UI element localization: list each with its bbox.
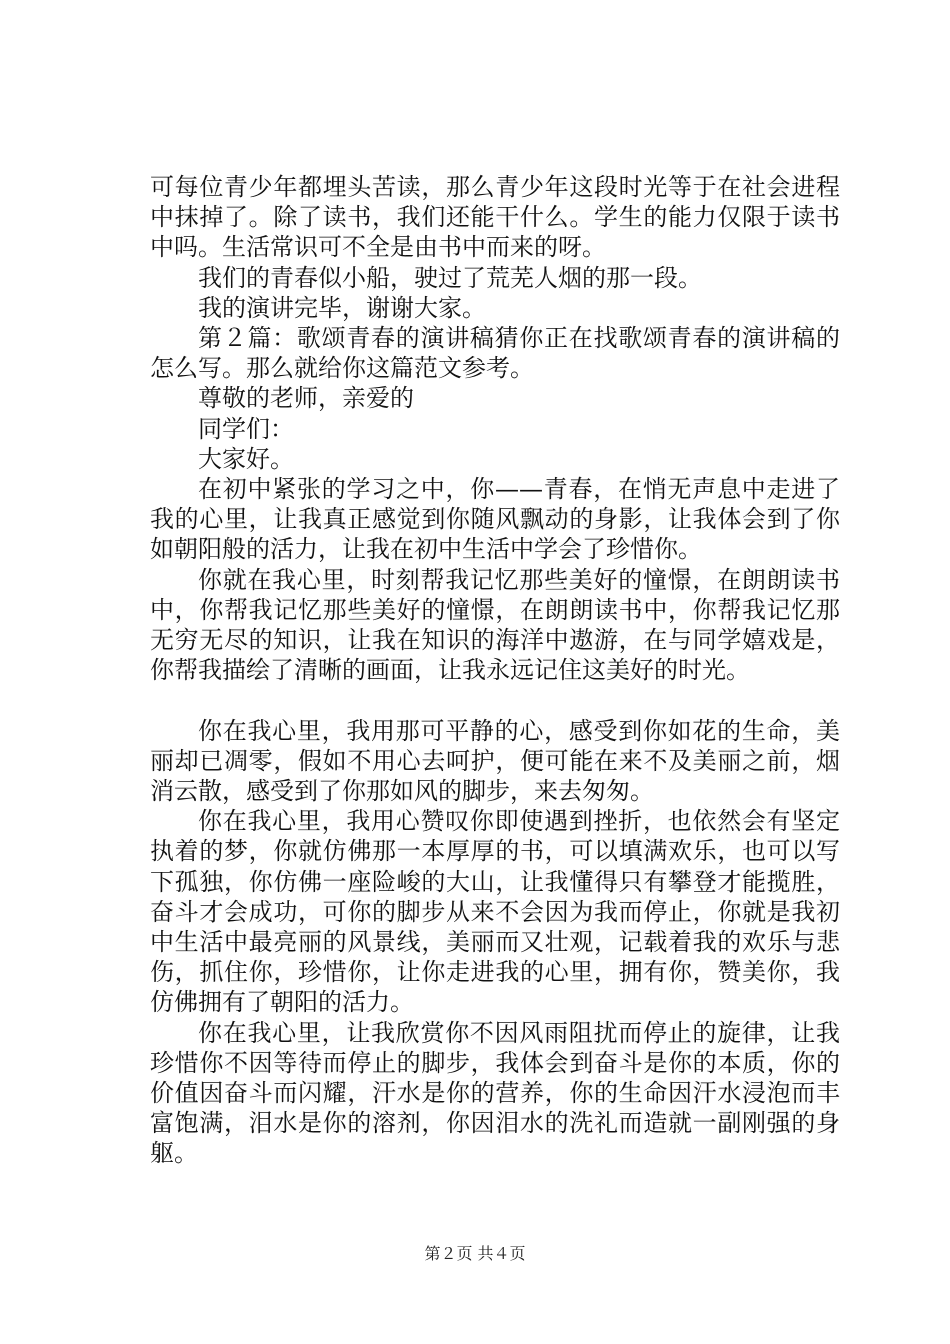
paragraph-10: 你在我心里，我用那可平静的心，感受到你如花的生命，美丽却已凋零，假如不用心去呵护，便可能在来不及美丽之前，烟消云散，感受到了你那如风的脚步，来去匆匆。 (150, 716, 840, 806)
paragraph-5: 尊敬的老师，亲爱的 (198, 384, 414, 413)
paragraph-8: 在初中紧张的学习之中，你——青春，在悄无声息中走进了我的心里，让我真正感觉到你随风飘动的身影，让我体会到了你如朝阳般的活力，让我在初中生活中学会了珍惜你。 (150, 475, 840, 564)
paragraph-7: 大家好。 (198, 444, 294, 473)
paragraph-9: 你就在我心里，时刻帮我记忆那些美好的憧憬，在朗朗读书中，你帮我记忆那些美好的憧憬，在朗朗读书中，你帮我记忆那无穷无尽的知识，让我在知识的海洋中遨游，在与同学嬉戏是，你帮我描绘了清晰的画面，让我永远记住这美好的时光。 (150, 565, 840, 685)
paragraph-1: 可每位青少年都埋头苦读，那么青少年这段时光等于在社会进程中抹掉了。除了读书，我们还能干什么。学生的能力仅限于读书中吗。生活常识可不全是由书中而来的呀。 (150, 173, 840, 262)
paragraph-2: 我们的青春似小船，驶过了荒芜人烟的那一段。 (198, 263, 702, 292)
paragraph-6: 同学们： (198, 414, 294, 443)
paragraph-11: 你在我心里，我用心赞叹你即使遇到挫折，也依然会有坚定执着的梦，你就仿佛那一本厚厚的书，可以填满欢乐，也可以写下孤独，你仿佛一座险峻的大山，让我懂得只有攀登才能揽胜，奋斗才会成功，可你的脚步从来不会因为我而停止，你就是我初中生活中最亮丽的风景线，美丽而又壮观，记载着我的欢乐与悲伤，抓住你，珍惜你，让你走进我的心里，拥有你，赞美你，我仿佛拥有了朝阳的活力。 (150, 807, 840, 1017)
paragraph-3: 我的演讲完毕，谢谢大家。 (198, 293, 486, 322)
blank-line (150, 685, 840, 715)
page-footer: 第２页 共４页 (424, 1244, 526, 1263)
paragraph-4: 第２篇：歌颂青春的演讲稿猜你正在找歌颂青春的演讲稿的怎么写。那么就给你这篇范文参考。 (150, 324, 840, 383)
document-body (150, 172, 840, 1169)
paragraph-12: 你在我心里，让我欣赏你不因风雨阻扰而停止的旋律，让我珍惜你不因等待而停止的脚步，我体会到奋斗是你的本质，你的价值因奋斗而闪耀，汗水是你的营养，你的生命因汗水浸泡而丰富饱满，泪水是你的溶剂，你因泪水的洗礼而造就一副刚强的身躯。 (150, 1018, 840, 1168)
